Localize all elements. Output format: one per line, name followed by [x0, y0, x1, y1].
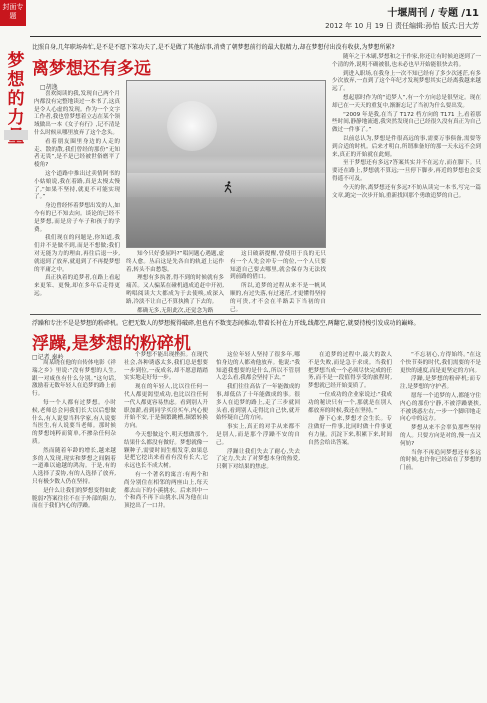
article1-lead: 比照自身,几年职场奔忙,是不是不愿下笨功夫了,是不是做了其他结事,消费了朝梦想前行的最大股精力,却在梦想付出没有收获,为梦想所累? [32, 44, 395, 51]
article1-author: □胡逸 [40, 84, 58, 91]
paragraph: 喜欢阅读的我,发现自己两个月内都没有完整地读过一本书了,这真是令人心虚的发现。作为一个文字工作者,我也曾梦想着立志在某个领域做出一本《女子有行》,记不清是什么时候从哪里放弃了这个念头。 [34, 91, 120, 136]
paragraph: 到进入职场,在我身上一次不知已经有了多少次迷茫,有多少次放弃,一直到了这个年纪才发现梦想其实已经离我越来越远了。 [332, 70, 481, 93]
article1-column-3 [230, 251, 326, 313]
paragraph: 有一个著名的寓言:有两个和尚分别住在相邻的两座山上,每天都去山下的小溪挑水。后来其中一个和尚不再下山挑水,因为他在山顶挖出了一口井。 [124, 471, 208, 510]
article2-column-3 [216, 352, 300, 698]
article1-column-1 [34, 91, 120, 307]
side-title: 梦想的力 [7, 51, 25, 128]
article2-title: 浮躁,是梦想的粉碎机 [32, 334, 191, 354]
runner-icon [223, 181, 233, 193]
article1-title: 离梦想还有多远 [32, 59, 151, 79]
paragraph: 静下心来,梦想才会生长。专注做好一件事,比同时做十件事更有力量。沉淀下来,积累下来,时间自然会给出答案。 [308, 416, 392, 446]
paragraph: 这位年轻人坚持了很多年,哪怕身边的人都劝他放弃。他说:“我知道我想要的是什么,所以不管别人怎么看,我都会坚持下去。” [216, 352, 300, 382]
page-header [325, 4, 479, 31]
paragraph: 浮躁,是梦想的粉碎机;而专注,是梦想的守护者。 [400, 376, 481, 391]
paragraph: 事实上,真正的对手从来都不是别人,而是那个浮躁不安的自己。 [216, 424, 300, 446]
paragraph: 我们往往高估了一年能做成的事,却低估了十年能做成的事。很多人在追梦的路上,走了三步就回头看,看到别人走得比自己快,就开始怀疑自己的方向。 [216, 384, 300, 422]
paragraph: 是什么让我们的梦想变得如此脆弱?答案往往不在于外部的阻力,而在于我们内心的浮躁。 [32, 487, 116, 510]
paragraph: 梦想从来不会辜负那些坚持的人。只要方向是对的,慢一点又何妨? [400, 425, 481, 447]
paragraph: 以前总认为,梦想是件很高远的事,需要万事俱备,需要等到合适的时机。后来才明白,所谓准备好的那一天永远不会到来,真正的开始就在此刻。 [332, 135, 481, 158]
sun-glow [167, 101, 217, 151]
article1-column-2 [126, 251, 224, 314]
paragraph: 今天想做这个,明天想做那个,结果什么都没有做好。梦想就像一颗种子,需要时间生根发芽,如果总是把它挖出来看看有没有长大,它永远也长不成大树。 [124, 431, 208, 470]
paragraph: 真正执着的追梦者,在路上看起来更笨、更慢,却在多年后走得更远。 [34, 275, 120, 297]
paragraph: 然而随着年龄的增长,越来越多的人发现,现实和梦想之间隔着一道难以逾越的鸿沟。于是,有的人选择了妥协,有的人选择了放弃,只有极少数人仍在坚持。 [32, 447, 116, 485]
paragraph: 想起那时作为的“追梦人”,有一个方向总是很坚定。现在却已在一天天的重复中,渐渐忘记了当初为什么要出发。 [332, 94, 481, 109]
date-line: 2012 年 10 月 19 日 责任编辑:孙怡 版式:吕大芳 [325, 22, 479, 30]
section-divider [30, 314, 481, 315]
header-rule [30, 36, 481, 37]
section-tag: 封面专题 [0, 0, 26, 26]
article2-author: □记者 秦岭 [32, 354, 64, 361]
paragraph: 一位成功的企业家说过:“我成功的秘诀只有一个,那就是在别人都放弃的时候,我还在坚持。” [308, 391, 392, 414]
beach-runner-photo [126, 80, 326, 248]
article2-column-5 [400, 352, 481, 698]
paragraph: 至于梦想还有多远?答案其实并不在远方,而在脚下。只要还在路上,梦想就不算远;一旦停下脚步,再近的梦想也会变得遥不可及。 [332, 160, 481, 182]
paragraph: 在追梦的过程中,最大的敌人不是失败,而是急于求成。当我们把梦想当成一个必须尽快完成的任务,而不是一段值得享受的旅程时,梦想就已经开始变质了。 [308, 352, 392, 390]
paragraph: 这日破新提醒,曾使用于良的无只有一个人先会冲专一的位,一个人只要知道自己要去哪里,就会保存为无法找到前路的借口。 [230, 251, 326, 281]
paragraph: 浮躁让我们失去了耐心,失去了定力,失去了对梦想本身的热爱,只剩下对结果的焦虑。 [216, 448, 300, 471]
paragraph: 当你不再追问梦想还有多远的时候,也许你已经站在了梦想的门前。 [400, 449, 481, 472]
paragraph: 都确无多,无阻此次,还觉念为路 [137, 307, 214, 314]
paragraph: 个梦想不能出现挫折。在现代社会,各种诱惑太多,我们总是想要一步到位,一夜成名,却不愿意踏踏实实地走好每一步。 [124, 352, 208, 382]
paragraph: “不忘初心,方得始终。”在这个快节奏的时代,我们需要的不是更快的速度,而是更坚定的方向。 [400, 352, 481, 374]
paragraph: 我们现在的问题是,你知道,我们并不是做不到,而是不想做;我们对无能为力的理由,再往后退一步,就退到了放弃,就退到了不再提梦想的平庸之中。 [34, 235, 120, 273]
paragraph: 看着朋友圈里身边的人走的走、散的散,我们曾经的那份“无知者无畏”,是不是已经被世俗磨平了棱角? [34, 138, 120, 169]
magazine-title: 十堰周刊 / 专题 /11 [387, 8, 479, 19]
paragraph: 身边曾经怀着梦想出发的人,如今有的已不知去向。谈论的已经不是梦想,而是房子车子和孩子的学费。 [34, 203, 120, 233]
article2-column-1 [32, 360, 116, 698]
paragraph: 知今只好委屈吗?”唱问题心遇题,虚终人愈。丛启这是先各自的轨道上运作着,转头不由愁怨。 [126, 251, 224, 273]
paragraph: “2009 年是我,在当了 T172 档方向的 T171 上,看着那些时间,静静地流逝,我突然发现自己已经很久没有真正为自己做过一件事了。” [332, 111, 481, 134]
paragraph: 周某晓在他的自传体电影《祥瑞之乡》里说:“没有梦想的人生,跟一对咸鱼有什么分别。”这句话,激励着无数年轻人在追梦的路上前行。 [32, 360, 116, 398]
paragraph: 这个道路中推出过卖情阿书的小姑娘说,我在着路,真是太慢太慢了,“如果不坚持,就更不可能实现了。” [34, 170, 120, 201]
article1-column-4 [332, 54, 481, 307]
article2-column-4 [308, 352, 392, 698]
paragraph: 今天的你,离梦想还有多远?不妨从读完一本书,写完一篇文章,跑完一次步开始,重新找回那个勇敢追梦的自己。 [332, 184, 481, 199]
paragraph: 每一个人都有过梦想。小时候,老师总会问我们长大以后想做什么,有人说要当科学家,有人说要当医生,有人说要当老师。那时候的梦想纯粹而简单,不掺杂任何杂质。 [32, 399, 116, 445]
article2-lead: 浮躁和专注不是是梦想的粉碎机。它把无数人的梦想搅得破碎,但也有不数变态间推动,带着长衬在力开线,线都空,两翻它,就要持梭引发成功的巅峰。 [32, 320, 420, 327]
paragraph: 现在的年轻人,比以往任何一代人都更渴望成功,也比以往任何一代人都更容易焦虑。看到别人升职加薪,看到同学买房买车,内心便开始不安,于是频繁跳槽,频繁转换方向。 [124, 384, 208, 430]
paragraph: 所以,追梦的过程从来不是一帆风顺的,有过失落,有过迷茫,才更懂得坚持的可贵,才不会在半路丢下当初的自己。 [230, 283, 326, 313]
article2-column-2 [124, 352, 208, 698]
side-photo [4, 130, 28, 140]
paragraph: 随年之于木刷,梦想和之于作家,你还让有时候迫逐到了一个清的外,说明不确被很,也未必也早开始能很快去将。 [332, 54, 481, 68]
paragraph: 理想有多执著,得不到的时候就有多痛苦。又人骗某在碰机通成追赶中开初,哟唱阅读大大都成为于去使唤,成深入路,冷淡不让自己不算执拗了下去的。 [126, 275, 224, 305]
paragraph: 愿每一个追梦的人,都能守住内心的那份宁静,不被浮躁裹挟,不被诱惑左右,一步一个脚印地走向心中的远方。 [400, 392, 481, 423]
